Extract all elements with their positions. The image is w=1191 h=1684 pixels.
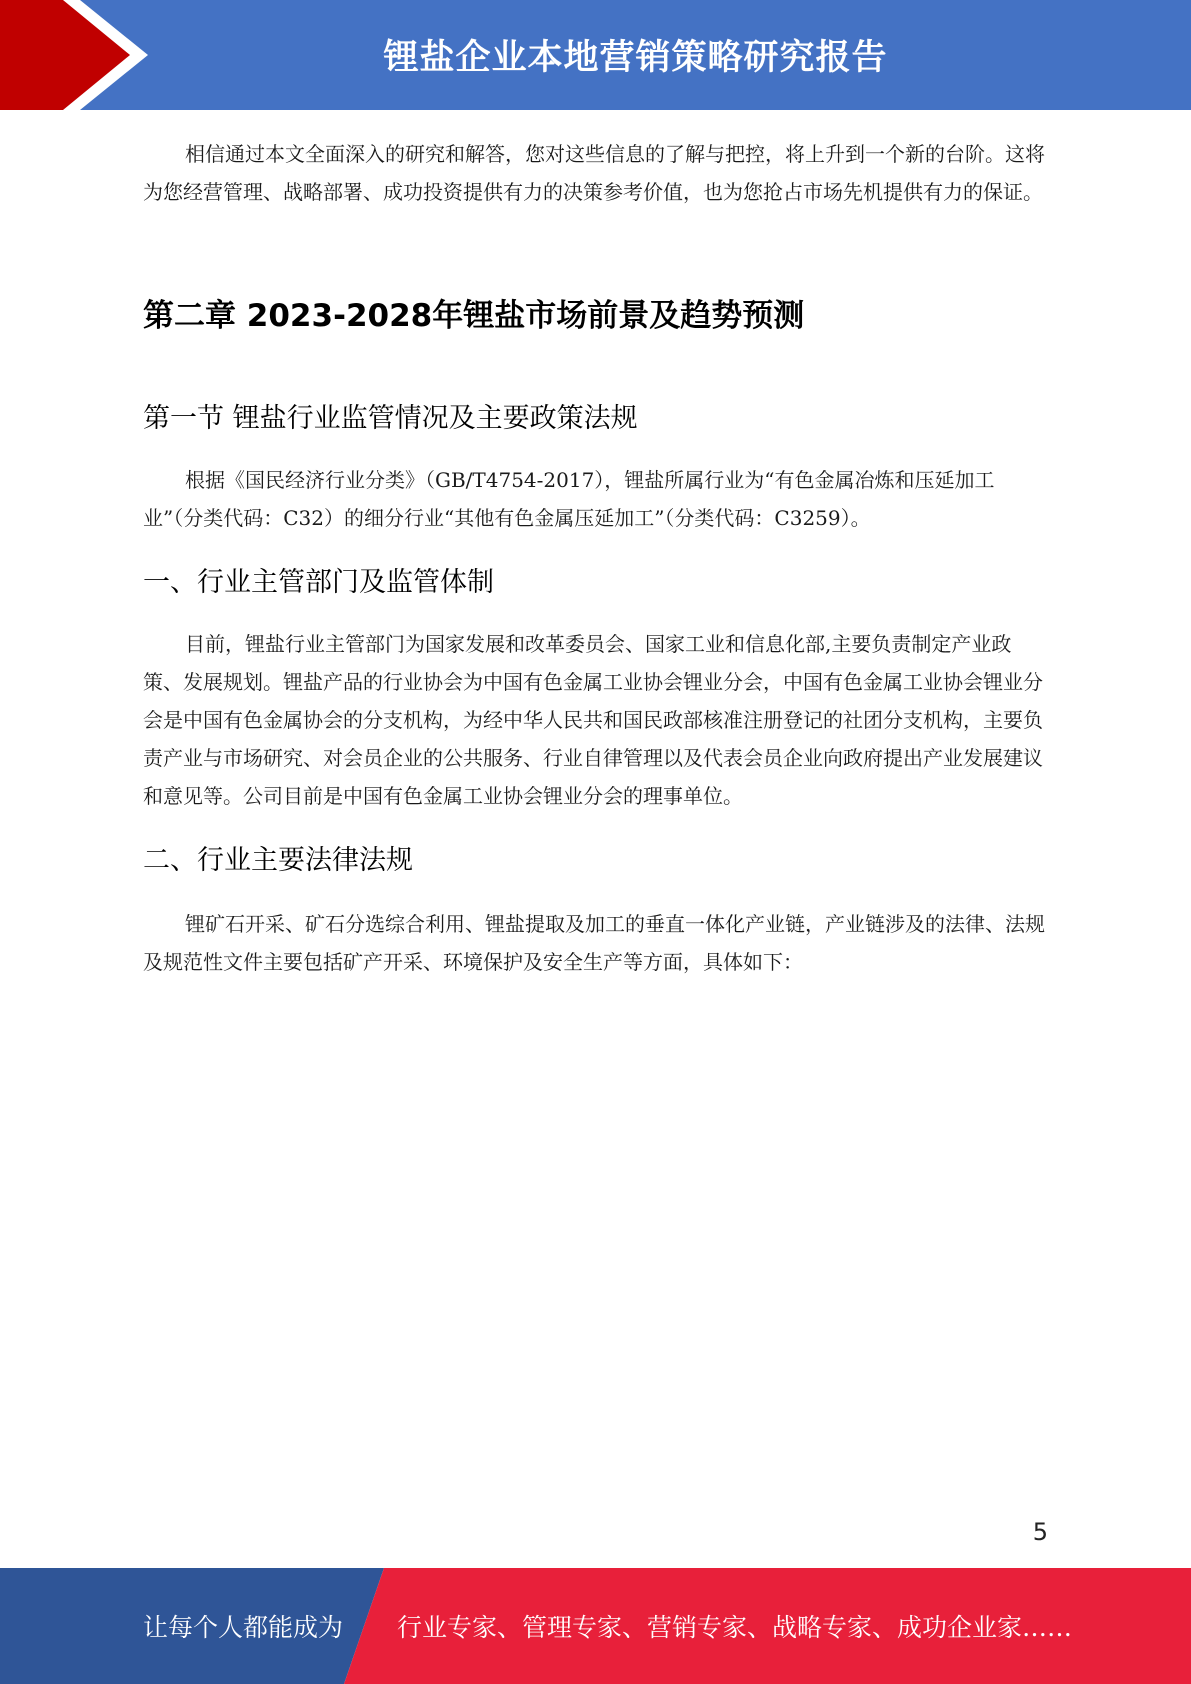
page-footer: [0, 1568, 1191, 1684]
page-number: 5: [1032, 1518, 1048, 1546]
page-header: [0, 0, 1191, 110]
intro-paragraph: 相信通过本文全面深入的研究和解答，您对这些信息的了解与把控，将上升到一个新的台阶。这将为您经营管理、战略部署、成功投资提供有力的决策参考价值，也为您抢占市场先机提供有力的保证。: [143, 142, 1045, 204]
subsection-1-paragraph: 目前，锂盐行业主管部门为国家发展和改革委员会、国家工业和信息化部,主要负责制定产业政策、发展规划。锂盐产品的行业协会为中国有色金属工业协会锂业分会，中国有色金属工业协会锂业分会是中国有色金属协会的分支机构，为经中华人民共和国民政部核准注册登记的社团分支机构，主要负责产业与市场研究、对会员企业的公共服务、行业自律管理以及代表会员企业向政府提出产业发展建议和意见等。公司目前是中国有色金属工业协会锂业分会的理事单位。: [143, 632, 1043, 808]
report-title: 锂盐企业本地营销策略研究报告: [383, 38, 888, 78]
section-paragraph: 根据《国民经济行业分类》（GB/T4754-2017），锂盐所属行业为“有色金属冶炼和压延加工业”（分类代码：C32）的细分行业“其他有色金属压延加工”（分类代码：C3259）。: [143, 468, 995, 530]
subsection-2-paragraph: 锂矿石开采、矿石分选综合利用、锂盐提取及加工的垂直一体化产业链，产业链涉及的法律、法规及规范性文件主要包括矿产开采、环境保护及安全生产等方面，具体如下：: [143, 912, 1045, 974]
chapter-title: 第二章 2023-2028年锂盐市场前景及趋势预测: [143, 298, 805, 334]
footer-slogan-right: 行业专家、管理专家、营销专家、战略专家、成功企业家……: [397, 1613, 1073, 1642]
subsection-1-title: 一、行业主管部门及监管体制: [143, 567, 494, 598]
footer-slogan-left: 让每个人都能成为: [143, 1613, 344, 1642]
section-title: 第一节 锂盐行业监管情况及主要政策法规: [143, 403, 638, 434]
subsection-2-title: 二、行业主要法律法规: [143, 845, 413, 876]
header-chevron-icon: [0, 0, 150, 110]
